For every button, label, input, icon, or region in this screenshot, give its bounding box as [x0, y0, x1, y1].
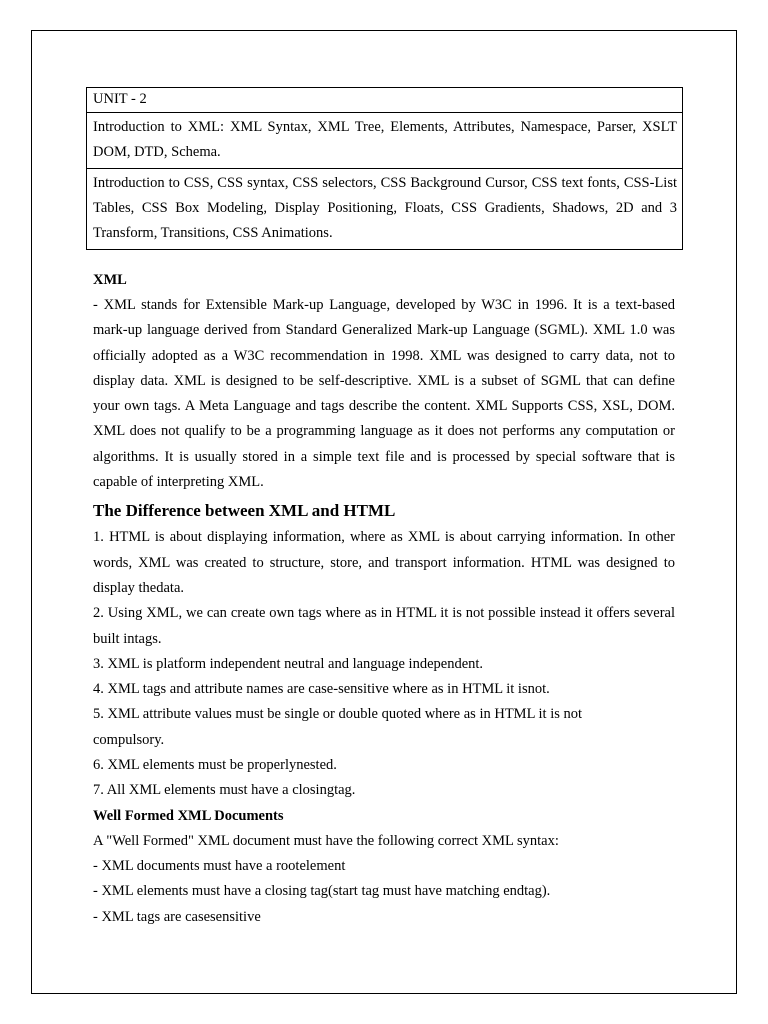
unit-label: UNIT - 2 — [87, 88, 683, 113]
difference-item: 6. XML elements must be properlynested. — [93, 757, 337, 774]
well-formed-rule: - XML elements must have a closing tag(start tag must have matching endtag). — [93, 883, 551, 900]
difference-item: 3. XML is platform independent neutral and language independent. — [93, 655, 484, 672]
well-formed-heading: Well Formed XML Documents — [93, 807, 284, 824]
syllabus-table — [86, 87, 683, 250]
document-body — [93, 268, 675, 930]
xml-topics-row — [87, 113, 683, 169]
well-formed-rule: - XML tags are casesensitive — [93, 908, 261, 925]
difference-item: 4. XML tags and attribute names are case-sensitive where as in HTML it isnot. — [93, 681, 550, 698]
xml-description: - XML stands for Extensible Mark-up Language, developed by W3C in 1996. It is a text-based mark-up language derived from Standard Generalized Mark-up Language (SGML). XML 1.0 was officially adopted as a W3C recommendation in 1998. XML was designed to carry data, not to display data. XML is designed to be self-descriptive. XML is a subset of SGML that can define your own tags. A Meta Language and tags describe the content. XML Supports CSS, XSL, DOM. XML does not qualify to be a programming language as it does not performs any computation or algorithms. It is usually stored in a simple text file and is processed by special software that is capable of interpreting XML. — [93, 297, 675, 491]
difference-item: 5. XML attribute values must be single or double quoted where as in HTML it is not compulsory. — [93, 706, 583, 748]
well-formed-rule: - XML documents must have a rootelement — [93, 857, 346, 874]
css-topics-cell: Introduction to CSS, CSS syntax, CSS selectors, CSS Background Cursor, CSS text fonts, CSS-List Tables, CSS Box Modeling, Display Positioning, Floats, CSS Gradients, Shadows, 2D and 3 Transform, Transitions, CSS Animations. — [87, 169, 683, 250]
difference-item: 1. HTML is about displaying information, where as XML is about carrying information. In other words, XML was created to structure, store, and transport information. HTML was designed to display thedata. — [93, 529, 675, 596]
difference-item: 7. All XML elements must have a closingtag. — [93, 782, 356, 799]
xml-topics-cell: Introduction to XML: XML Syntax, XML Tree, Elements, Attributes, Namespace, Parser, XSLT DOM, DTD, Schema. — [87, 113, 683, 169]
css-topics-row — [87, 169, 683, 250]
xml-heading: XML — [93, 272, 127, 288]
well-formed-intro: A "Well Formed" XML document must have the following correct XML syntax: — [93, 832, 559, 849]
difference-heading: The Difference between XML and HTML — [93, 501, 396, 521]
unit-row — [87, 88, 683, 113]
difference-item: 2. Using XML, we can create own tags where as in HTML it is not possible instead it offers several built intags. — [93, 605, 675, 647]
